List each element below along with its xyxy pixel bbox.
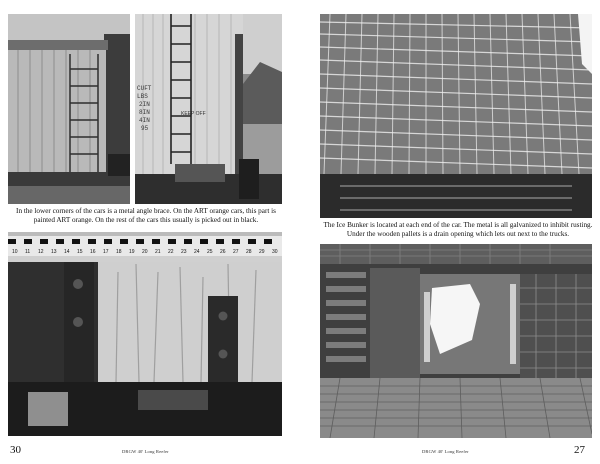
ruler-num-12: 12	[38, 249, 44, 255]
page-number-left: 30	[10, 444, 21, 456]
ruler-num-28: 28	[246, 249, 252, 255]
photo-ice-bunker-grille	[320, 14, 592, 218]
ruler-num-13: 13	[51, 249, 57, 255]
page-gutter	[292, 0, 308, 464]
right-page	[308, 0, 600, 464]
ruler-num-16: 16	[90, 249, 96, 255]
stencil-line-5: 4IN	[139, 117, 150, 124]
stencil-keep-off: KEEP OFF	[181, 111, 206, 117]
stencil-line-1: CUFT	[137, 85, 152, 92]
ruler-num-17: 17	[103, 249, 109, 255]
ruler-num-24: 24	[194, 249, 200, 255]
ruler-num-15: 15	[77, 249, 83, 255]
ruler-num-20: 20	[142, 249, 148, 255]
ruler-num-21: 21	[155, 249, 161, 255]
footer-title-left: DRGW 40' Long Reefer	[122, 449, 169, 454]
ruler-num-30: 30	[272, 249, 278, 255]
caption-angle-brace: In the lower corners of the cars is a metal angle brace. On the ART orange cars, this part is painted ART orange. On the rest of the cars this usually is picked out in black.	[16, 207, 276, 224]
ruler-num-27: 27	[233, 249, 239, 255]
stencil-line-2: LBS	[137, 93, 148, 100]
left-page	[0, 0, 292, 464]
page-number-right: 27	[574, 444, 585, 456]
stencil-line-4: 8IN	[139, 109, 150, 116]
ruler-num-22: 22	[168, 249, 174, 255]
ruler-num-10: 10	[12, 249, 18, 255]
photo-angle-brace-closeup	[8, 232, 282, 436]
stencil-line-6: 95	[141, 125, 149, 132]
photo-reefer-side	[135, 14, 282, 204]
stencil-line-3: 2IN	[139, 101, 150, 108]
ruler-num-14: 14	[64, 249, 70, 255]
ruler-num-23: 23	[181, 249, 187, 255]
photo-ice-bunker-interior	[320, 244, 592, 438]
ruler-num-29: 29	[259, 249, 265, 255]
ruler-num-11: 11	[25, 249, 31, 255]
ruler-num-25: 25	[207, 249, 213, 255]
caption-ice-bunker: The Ice Bunker is located at each end of the car. The metal is all galvanized to inhibit rusting. Under the wooden pallets is a drain opening which lets out next to the trucks.	[323, 221, 593, 238]
ruler-num-26: 26	[220, 249, 226, 255]
ruler-num-19: 19	[129, 249, 135, 255]
photo-reefer-end	[8, 14, 130, 204]
ruler-num-18: 18	[116, 249, 122, 255]
footer-title-right: DRGW 40' Long Reefer	[422, 449, 469, 454]
